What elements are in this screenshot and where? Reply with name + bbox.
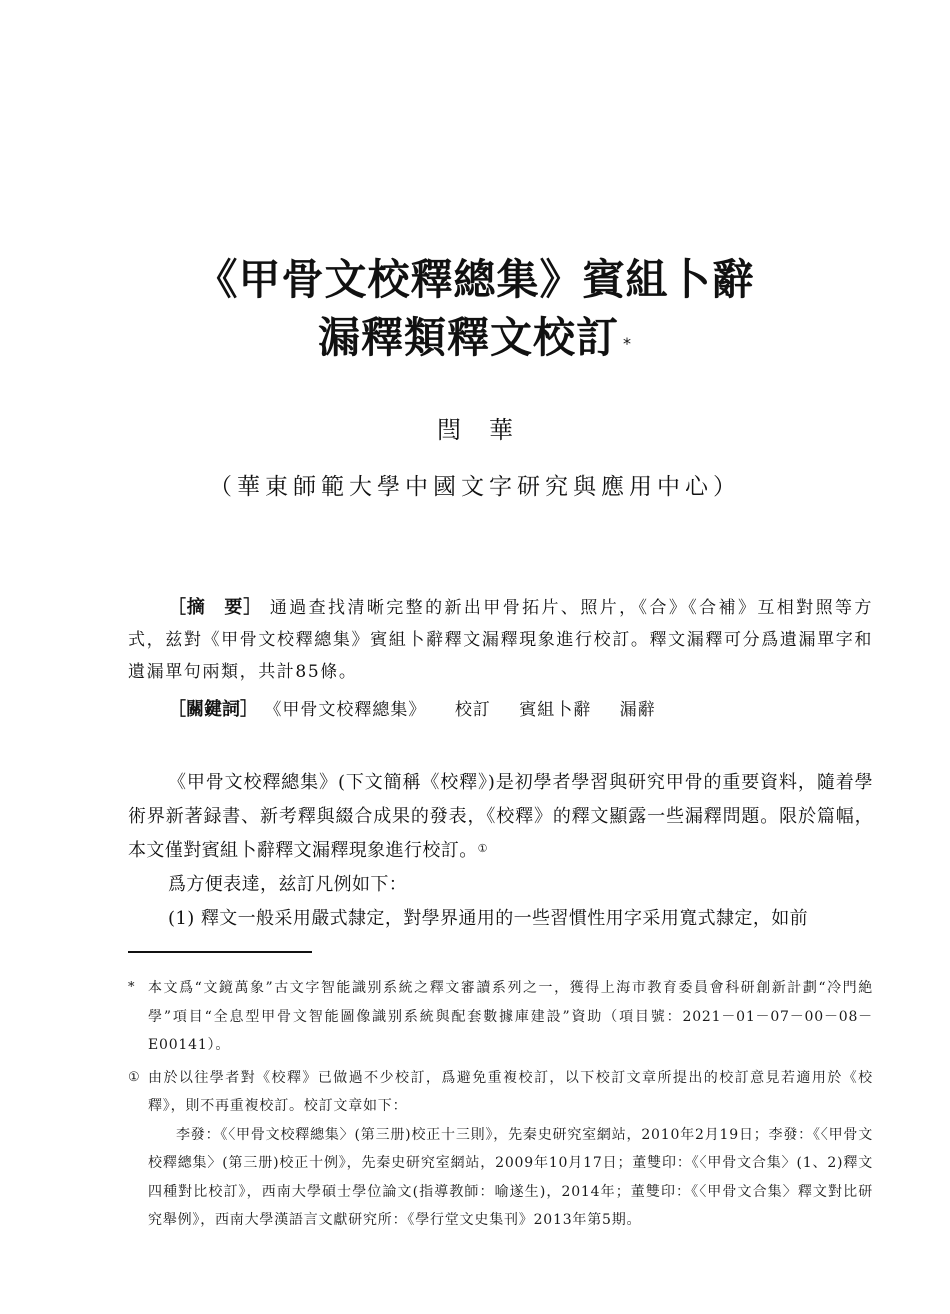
keywords xyxy=(128,694,913,726)
footnote-1 xyxy=(128,1064,873,1235)
body-paragraph-3: (1) 釋文一般采用嚴式隸定，對學界通用的一些習慣性用字采用寬式隸定，如前 xyxy=(168,908,809,929)
author-affiliation: （華東師範大學中國文字研究與應用中心） xyxy=(209,474,741,500)
title-line-1 xyxy=(0,254,950,306)
body-text xyxy=(128,766,873,936)
keyword-item: 漏辭 xyxy=(619,700,656,720)
title-footnote-mark[interactable]: * xyxy=(623,334,632,353)
body-paragraph-1 xyxy=(128,766,873,868)
footnote-star-text: 本文爲“文鏡萬象”古文字智能識别系統之釋文審讀系列之一，獲得上海市教育委員會科研創新計劃“冷門絶學”項目“全息型甲骨文智能圖像識别系統與配套數據庫建設”資助（項目號：2021－01－07－00－08－E00141）。 xyxy=(148,980,873,1053)
footnotes xyxy=(128,974,873,1239)
abstract-label: ［摘 要］ xyxy=(168,597,263,618)
footnote-divider xyxy=(128,951,312,953)
footnote-ref-1[interactable]: ① xyxy=(477,842,488,855)
footnote-1-references: 李發：《〈甲骨文校釋總集〉(第三册)校正十三則》，先秦史研究室網站，2010年2月19日；李發：《〈甲骨文校釋總集〉(第三册)校正十例》，先秦史研究室網站，2009年10月17日；董雙印：《〈甲骨文合集〉(1、2)釋文四種對比校訂》，西南大學碩士學位論文(指導教師：喻遂生)，2014年；董雙印：《〈甲骨文合集〉釋文對比研究舉例》，西南大學漢語言文獻研究所：《學行堂文史集刊》2013年第5期。 xyxy=(148,1126,873,1228)
keyword-item: 賓組卜辭 xyxy=(519,700,592,720)
title-text-2: 漏釋類釋文校訂 xyxy=(317,313,619,362)
title-line-2 xyxy=(0,312,950,364)
footnote-star-mark: * xyxy=(128,980,136,995)
body-paragraph-1-text: 《甲骨文校釋總集》(下文簡稱《校釋》)是初學者學習與研究甲骨的重要資料，隨着學術界新著録書、新考釋與綴合成果的發表，《校釋》的釋文顯露一些漏釋問題。限於篇幅，本文僅對賓組卜辭釋文漏釋現象進行校訂。 xyxy=(128,772,873,861)
keywords-label: ［關鍵詞］ xyxy=(168,699,258,720)
abstract xyxy=(128,592,873,688)
abstract-text: 通過查找清晰完整的新出甲骨拓片、照片，《合》《合補》互相對照等方式，兹對《甲骨文校釋總集》賓組卜辭釋文漏釋現象進行校訂。釋文漏釋可分爲遺漏單字和遺漏單句兩類，共計85條。 xyxy=(128,598,873,682)
body-paragraph-2: 爲方便表達，兹訂凡例如下： xyxy=(168,874,408,895)
footnote-star xyxy=(128,974,873,1060)
author-name: 閆華 xyxy=(437,416,541,444)
footnote-1-text: 由於以往學者對《校釋》已做過不少校訂，爲避免重複校訂，以下校訂文章所提出的校訂意見若適用於《校釋》，則不再重複校訂。校訂文章如下： xyxy=(148,1069,873,1114)
title-text-1: 《甲骨文校釋總集》賓組卜辭 xyxy=(195,255,755,304)
footnote-1-mark: ① xyxy=(128,1069,141,1085)
footnote-1-body xyxy=(148,1064,873,1235)
keyword-item: 校訂 xyxy=(454,700,491,720)
keyword-item: 《甲骨文校釋總集》 xyxy=(264,700,427,720)
